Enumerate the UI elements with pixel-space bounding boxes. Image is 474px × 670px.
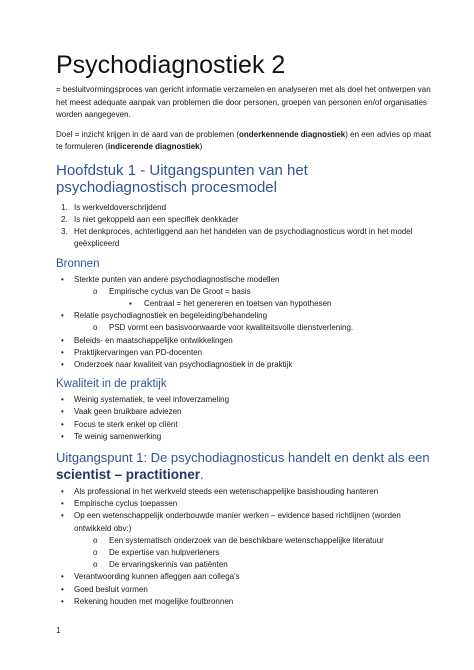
list-item [56,486,434,498]
list-item-text: Sterkte punten van andere psychodiagnostische modellen [74,274,280,284]
list-item [56,214,434,226]
list-item-text: De ervaringskennis van patiënten [109,560,228,570]
uitgangspunt-title-bold: scientist – practitioner [56,467,201,482]
list-item-text: De expertise van hulpverleners [109,548,220,558]
list-item [56,419,434,431]
bullet-icon: • [61,584,64,594]
list-item-text: Is niet gekoppeld aan een specifiek denkkader [74,214,239,224]
doel-paragraph [56,129,434,154]
bullet-icon: • [61,419,64,429]
list-item-text: Verantwoording kunnen afleggen aan collega's [74,572,240,582]
list-item-text: Een systematisch onderzoek van de beschikbare wetenschappelijke literatuur [109,535,384,545]
square-bullet-icon: ▪ [129,298,132,308]
list-item-text: Het denkproces, achterliggend aan het handelen van de psychodiagnosticus wordt in het model geëxpliceerd [74,227,413,249]
list-item-text: Relatie psychodiagnostiek en begeleiding/behandeling [74,311,268,321]
list-item [56,347,434,359]
list-item [56,571,434,583]
list-item-text: Vaak geen bruikbare adviezen [74,407,182,417]
list-item [56,547,434,559]
list-item [56,406,434,418]
circle-bullet-icon: o [93,286,98,296]
list-item [56,431,434,443]
list-item-text: Rekening houden met mogelijke foutbronnen [74,596,234,606]
list-item [56,559,434,571]
bullet-icon: • [61,596,64,606]
chapter-heading: Hoofdstuk 1 - Uitgangspunten van het psychodiagnostisch procesmodel [56,161,308,197]
list-item [56,359,434,371]
page-number: 1 [56,626,61,635]
circle-bullet-icon: o [93,548,98,558]
list-item [56,310,434,322]
list-item [56,498,434,510]
chapter-list [56,202,434,251]
list-item-text: Op een wetenschappelijk onderbouwde manier werken – evidence based richtlijnen (worden ontwikkeld obv:) [74,511,401,533]
list-item [56,274,434,286]
kwaliteit-heading: Kwaliteit in de praktijk [56,378,167,391]
list-item-text: Is werkveldoverschrijdend [74,202,167,212]
doel-suffix: ) [199,142,203,152]
bullet-icon: • [61,487,64,496]
bullet-icon: • [61,407,64,417]
list-item-text: Focus te sterk enkel op cliënt [74,419,178,429]
list-item-text: Onderzoek naar kwaliteit van psychodiagnostiek in de praktijk [74,359,293,369]
document-title: Psychodiagnostiek 2 [56,51,286,79]
list-item-text: Beleids- en maatschappelijke ontwikkelingen [74,335,233,345]
list-number: 1. [61,202,68,212]
bullet-icon: • [61,359,64,369]
list-item [56,202,434,214]
list-item [56,584,434,596]
doel-prefix: Doel = inzicht krijgen in de aard van de problemen ( [56,129,239,139]
list-item [56,286,434,298]
list-item-text: PSD vormt een basisvoorwaarde voor kwaliteitsvolle dienstverlening. [109,323,354,333]
uitgangspunt-title-end: . [200,467,204,482]
list-item-text: Weinig systematiek, te veel infoverzameling [74,395,230,405]
list-item-text: Empirische cyclus toepassen [74,499,178,509]
uitgangspunt-title: Uitgangspunt 1: De psychodiagnosticus handelt en denkt als een [56,450,430,465]
list-item-text: Goed besluit vormen [74,584,148,594]
doel-bold-2: indicerende diagnostiek [108,142,200,152]
kwaliteit-list [56,394,434,443]
list-item [56,298,434,310]
bullet-icon: • [61,499,64,509]
list-item-text: Als professional in het werkveld steeds een wetenschappelijke basishouding hanteren [74,487,379,496]
list-number: 2. [61,214,68,224]
bullet-icon: • [61,572,64,582]
bullet-icon: • [61,335,64,345]
uitgangspunt-heading [56,449,434,483]
list-item-text: Te weinig samenwerking [74,431,162,441]
list-number: 3. [61,227,68,237]
circle-bullet-icon: o [93,560,98,570]
list-item-text: Praktijkervaringen van PD-docenten [74,347,203,357]
bullet-icon: • [61,274,64,284]
circle-bullet-icon: o [93,535,98,545]
list-item [56,226,434,250]
intro-paragraph: = besluitvormingsproces van gericht informatie verzamelen en analyseren met als doel het ontwerpen van het meest adequate aanpak van problemen die door personen, groepen van personen en/of organisaties worden aangegeven. [56,85,431,120]
bullet-icon: • [61,431,64,441]
bullet-icon: • [61,511,64,521]
list-item-text: Centraal = het genereren en toetsen van hypothesen [144,298,332,308]
bronnen-heading: Bronnen [56,257,100,270]
bullet-icon: • [61,347,64,357]
list-item-text: Empirische cyclus van De Groot = basis [109,286,251,296]
list-item [56,510,434,534]
list-item [56,394,434,406]
list-item [56,596,434,608]
list-item [56,335,434,347]
bullet-icon: • [61,395,64,405]
doel-middle: ) en een advies op maat te formuleren ( [56,129,432,152]
bullet-icon: • [61,311,64,321]
doel-bold-1: onderkennende diagnostiek [239,129,346,139]
bronnen-list [56,274,434,372]
list-item [56,322,434,334]
list-item [56,535,434,547]
uitgangspunt-list [56,486,434,608]
circle-bullet-icon: o [93,323,98,333]
